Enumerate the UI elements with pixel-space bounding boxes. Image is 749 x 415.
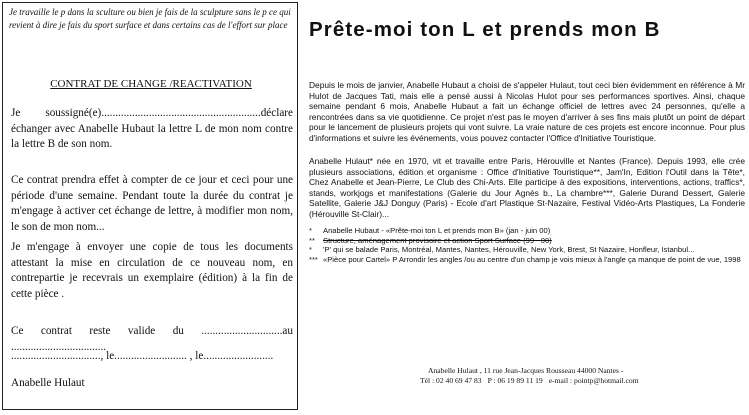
contract-validity-line: Ce contrat reste valide du .............................au .................................. bbox=[11, 325, 293, 353]
project-description: Depuis le mois de janvier, Anabelle Hubaut a choisi de s'appeler Hulaut, tout ceci bien évidemment en référence à Mr Hulot de Jacques Tati, mais elle a pensé aussi à Nicolas Hulot pour ses performances sportives. Ainsi, chaque semaine pendant 6 mois, Anabelle Hubaut a fait un échange officiel de lettres avec 24 personnes, qu'elle a rencontrées dans sa vie quotidienne. Ce projet n'est pas le moyen d'arriver à ses fins mais plutôt un point de départ pour le lancement de plusieurs projets qui vont suivre. La vraie nature de ces projets est encore inconnue. Pour plus d'informations et suivre les événements, vous pouvez contacter l'Office d'Initiative Touristique. bbox=[309, 80, 745, 143]
footnote-text: Anabelle Hubaut - «Prête-moi ton L et prends mon B» (jan - juin 00) bbox=[323, 226, 551, 235]
contract-page bbox=[2, 2, 298, 410]
footnote-text: Structure, aménagement provisoire et action Sport Surface (99 - 00) bbox=[323, 235, 552, 245]
footnote-mark: * bbox=[309, 245, 312, 255]
contact-mobile: P : 06 19 89 11 19 bbox=[487, 376, 543, 385]
contact-email: e-mail : pointp@hotmail.com bbox=[548, 376, 639, 385]
contract-paragraph-2: Ce contrat prendra effet à compter de ce jour et ceci pour une période d'une semaine. Pendant toute la durée du contrat je m'engage à activer cet échange de lettre, à modifier mon nom, le son de mon nom... bbox=[11, 174, 293, 233]
footnote-text: «Pièce pour Cartel» P Arrondir les angles /ou au centre d'un champ je vois mieux à l'angle ça manque de point de vue, 1998 bbox=[323, 254, 741, 264]
footnotes bbox=[309, 226, 745, 264]
contact-details bbox=[420, 376, 720, 386]
contact-address: Anabelle Hulaut , 11 rue Jean-Jacques Rousseau 44000 Nantes - bbox=[428, 366, 624, 375]
footnote bbox=[309, 226, 745, 236]
contact-phone: Tél : 02 40 69 47 83 bbox=[420, 376, 482, 385]
intro-note: Je travaille le p dans la sculture ou bien je fais de la sculpture sans le p ce qui revient à dire je fais du sport surface et dans certains cas de l'effort sur place bbox=[9, 7, 291, 30]
contract-paragraph-3: Je m'engage à envoyer une copie de tous les documents attestant la mise en circulation de ce nouveau nom, en contrepartie je recevrais un exemplaire (édition) à la fin de cette pièce . bbox=[11, 241, 293, 300]
footnote bbox=[309, 245, 745, 255]
footnote bbox=[309, 236, 745, 246]
footnote-mark: *** bbox=[309, 254, 318, 264]
contract-sign-line: ................................, le.......................... , le......................... bbox=[11, 350, 274, 362]
artist-biography: Anabelle Hulaut* née en 1970, vit et travaille entre Paris, Hérouville et Nantes (France). Depuis 1993, elle crée plusieurs associations, édition et organisme : Office d'Initiative Touristique**, Jam'In, Edition l'Outil dans la Tête*, Chez Anabelle et Jean-Pierre, Le Club des Chi-Arts. Elle participe à des expositions, interventions, actions, traffics*, stands, workjogs et manifestations (Galerie du Jour Agnès b., La chambre***, Galerie Durand Dessert, Galerie Satellite, Galerie J&J Donguy (Paris) - Ecole d'art Plastique St-Nazaire, Festival Vidéo-Arts Plastiques, La Fonderie (Hérouville St-Clair)... bbox=[309, 156, 745, 219]
page-title: Prête-moi ton L et prends mon B bbox=[309, 18, 661, 41]
footnote bbox=[309, 255, 745, 265]
contract-paragraph-1: Je soussigné(e).........................................................déclare échanger avec Anabelle Hubaut la lettre L de mon nom contre la lettre B de son nom. bbox=[11, 107, 293, 150]
contract-signature: Anabelle Hulaut bbox=[11, 377, 85, 389]
contract-title: CONTRAT DE CHANGE /REACTIVATION bbox=[50, 78, 252, 90]
footnote-text: 'P' qui se balade Paris, Montréal, Mantes, Nantes, Hérouville, New York, Brest, St Nazaire, Honfleur, Istanbul... bbox=[323, 245, 695, 255]
contact-block bbox=[420, 366, 720, 386]
footnote-mark: * bbox=[309, 226, 312, 235]
footnote-mark: ** bbox=[309, 235, 315, 245]
